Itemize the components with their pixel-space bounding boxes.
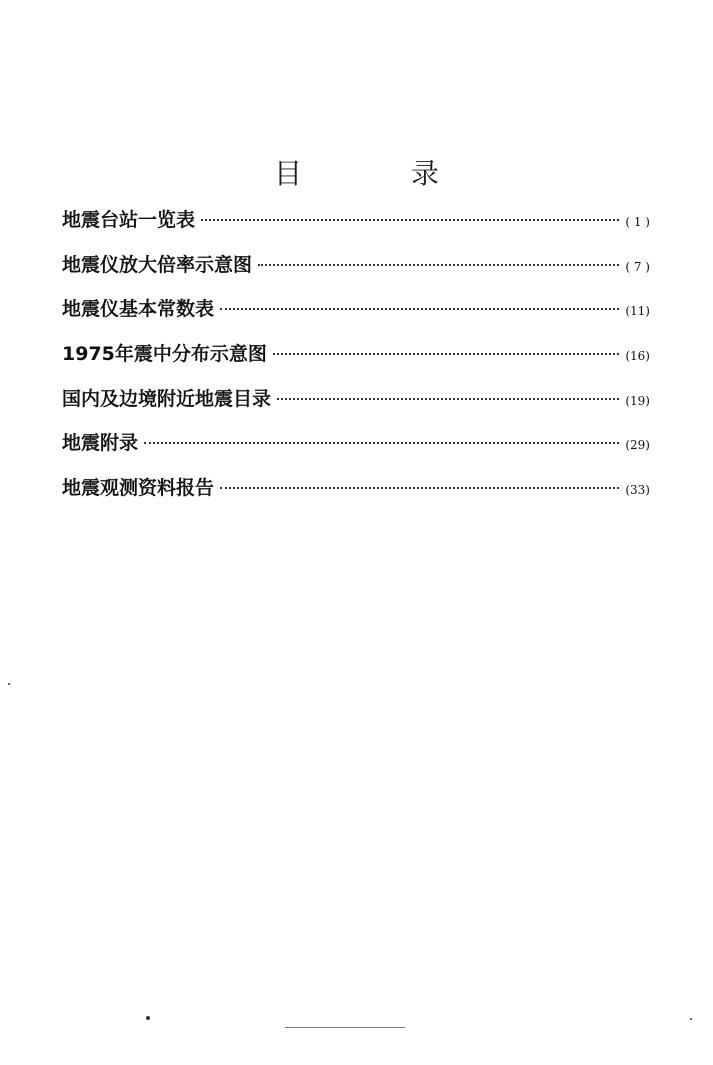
- toc-entry-label: 地震仪基本常数表: [62, 298, 215, 321]
- scan-line: [285, 1027, 405, 1028]
- toc-entry[interactable]: [62, 205, 650, 250]
- toc-entry-label: 地震台站一览表: [62, 209, 196, 231]
- toc-entry[interactable]: [62, 339, 650, 384]
- toc-entry[interactable]: [62, 473, 650, 518]
- dot-leader: [144, 442, 619, 444]
- scan-speck: [8, 683, 10, 685]
- table-of-contents: [62, 205, 650, 518]
- toc-entry-label: 地震观测资料报告: [62, 477, 215, 500]
- toc-entry-label: 1975年震中分布示意图: [62, 343, 267, 366]
- toc-entry[interactable]: [62, 428, 650, 473]
- toc-entry[interactable]: [62, 384, 650, 429]
- page-title: 目 录: [274, 157, 489, 190]
- toc-entry[interactable]: [62, 294, 650, 339]
- toc-entry[interactable]: [62, 250, 650, 295]
- dot-leader: [220, 308, 619, 310]
- toc-entry-page: (19): [625, 393, 650, 408]
- dot-leader: [258, 264, 619, 266]
- toc-entry-page: (33): [625, 483, 650, 498]
- scan-speck: [690, 1018, 692, 1020]
- toc-entry-label: 地震附录: [62, 432, 139, 455]
- dot-leader: [277, 398, 619, 400]
- dot-leader: [273, 353, 619, 355]
- dot-leader: [220, 487, 619, 489]
- scan-speck: [146, 1016, 150, 1020]
- dot-leader: [201, 219, 619, 221]
- toc-entry-page: ( 7 ): [625, 259, 650, 274]
- toc-entry-page: (16): [625, 349, 650, 364]
- toc-entry-page: ( 1 ): [625, 215, 650, 229]
- toc-entry-label: 地震仪放大倍率示意图: [62, 253, 253, 276]
- toc-entry-page: (29): [625, 438, 650, 453]
- toc-entry-label: 国内及边境附近地震目录: [62, 387, 272, 410]
- toc-entry-page: (11): [625, 304, 650, 319]
